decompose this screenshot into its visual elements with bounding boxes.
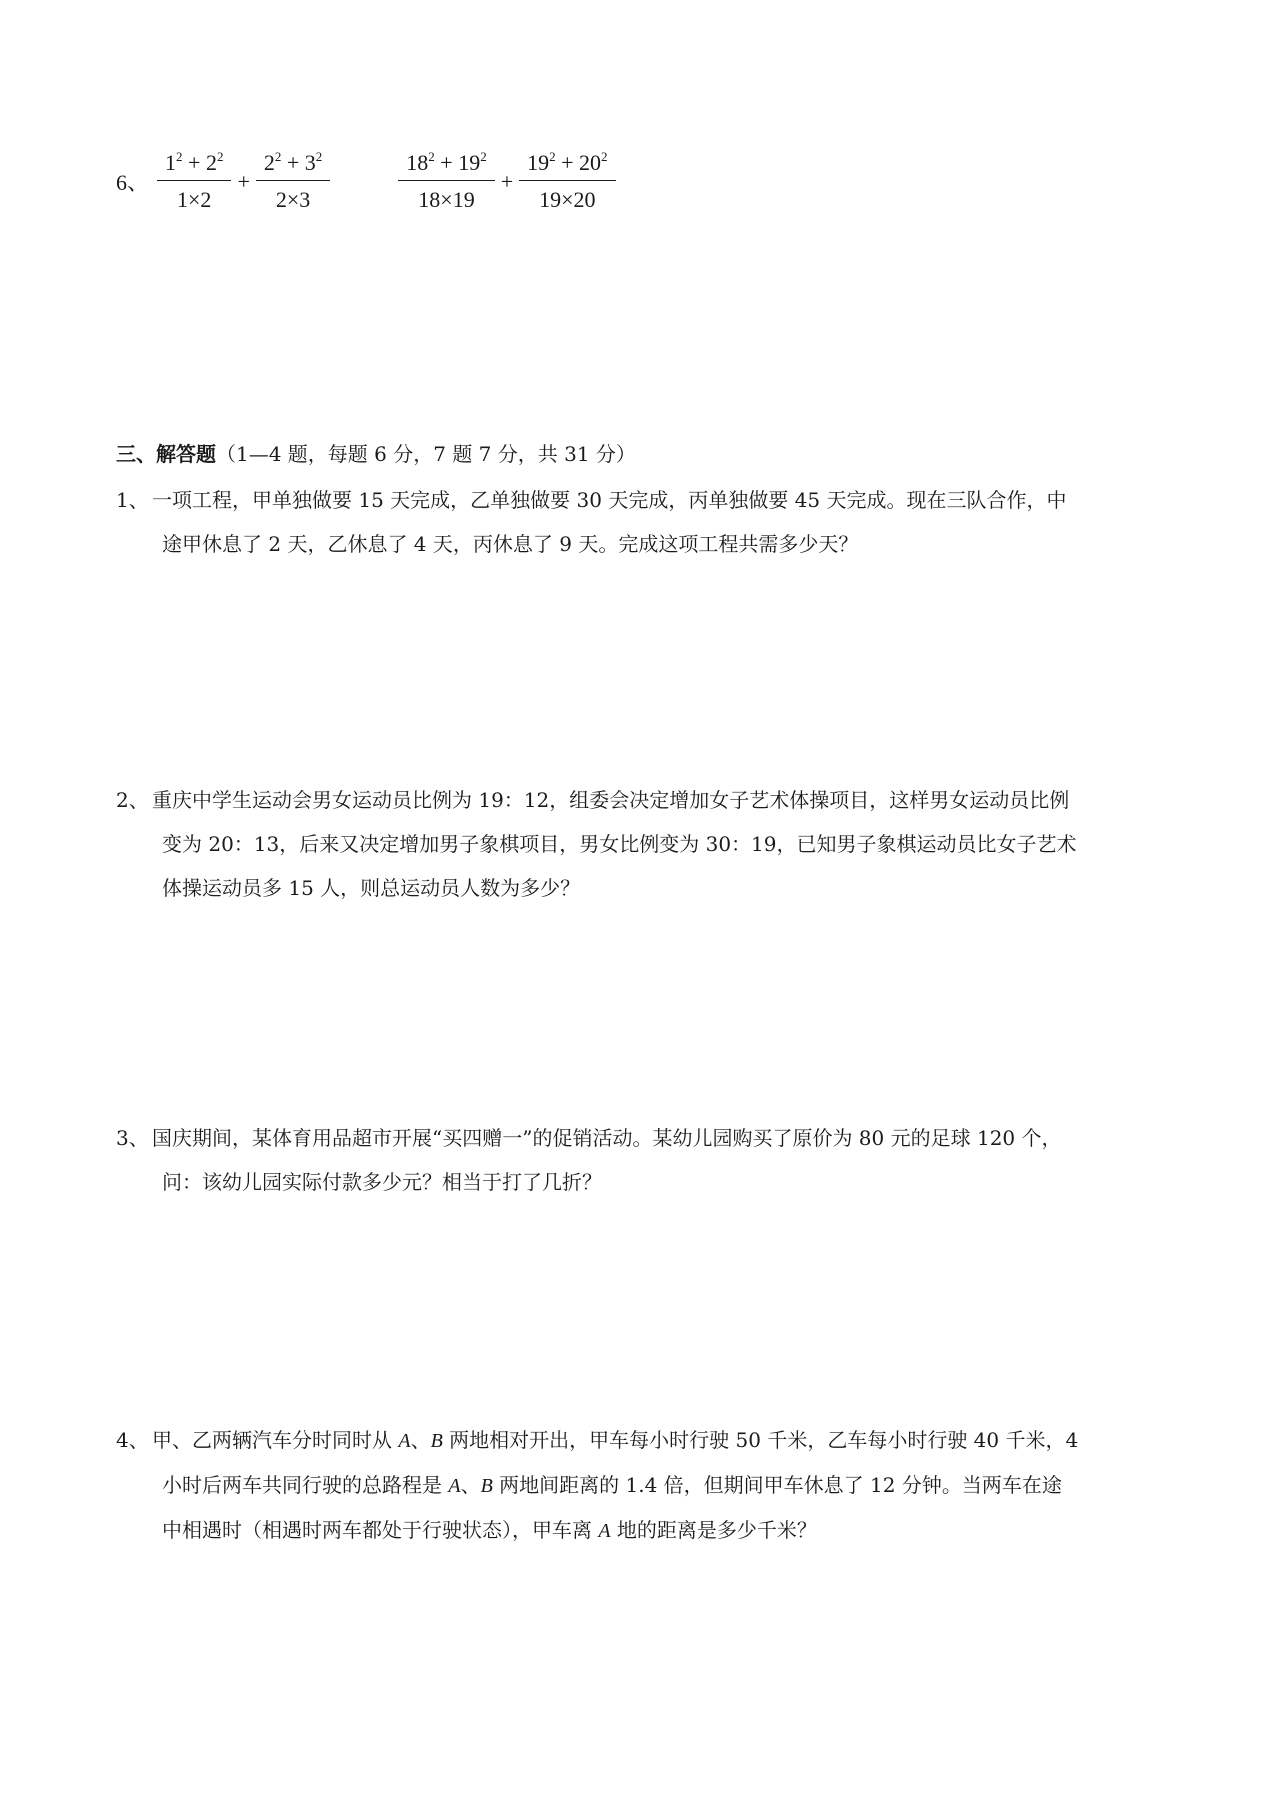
plus-sign: + xyxy=(500,168,514,194)
section-note: （1—4 题，每题 6 分，7 题 7 分，共 31 分） xyxy=(216,442,636,466)
question-3-number: 3、 xyxy=(116,1126,149,1150)
fraction-4 xyxy=(519,150,615,213)
question-4-number: 4、 xyxy=(116,1428,149,1452)
fraction-1-denominator: 1×2 xyxy=(177,187,212,212)
fraction-1-numerator: $1^2 + 2^2$ xyxy=(157,150,231,181)
question-1-number: 1、 xyxy=(116,488,149,512)
question-2-line-3: 体操运动员多 15 人，则总运动员人数为多少？ xyxy=(162,876,581,900)
section-heading xyxy=(116,438,636,467)
question-4-line-2: 小时后两车共同行驶的总路程是 A、B 两地间距离的 1.4 倍，但期间甲车休息了 12 分钟。当两车在途 xyxy=(162,1473,1062,1497)
plus-sign: + xyxy=(237,168,250,194)
fraction-2-numerator: $2^2 + 3^2$ xyxy=(256,150,330,181)
question-2 xyxy=(116,778,1176,910)
question-2-line-2: 变为 20：13，后来又决定增加男子象棋项目，男女比例变为 30：19，已知男子象棋运动员比女子艺术 xyxy=(162,832,1077,856)
fraction-4-numerator: $19^2 + 20^2$ xyxy=(519,150,615,181)
question-1-line-2: 途甲休息了 2 天，乙休息了 4 天，丙休息了 9 天。完成这项工程共需多少天？ xyxy=(162,532,859,556)
question-1-line-1: 1、 一项工程，甲单独做要 15 天完成，乙单独做要 30 天完成，丙单独做要 45 天完成。现在三队合作，中 xyxy=(116,478,1176,522)
fraction-2 xyxy=(256,150,330,213)
question-4-line-3: 中相遇时（相遇时两车都处于行驶状态），甲车离 A 地的距离是多少千米？ xyxy=(162,1518,817,1542)
fraction-3-numerator: $18^2 + 19^2$ xyxy=(398,150,494,181)
problem-6 xyxy=(116,150,620,213)
question-3-line-1: 3、 国庆期间，某体育用品超市开展“买四赠一”的促销活动。某幼儿园购买了原价为 80 元的足球 120 个， xyxy=(116,1116,1176,1160)
question-4-line-1: 4、 甲、乙两辆汽车分时同时从 A、B 两地相对开出，甲车每小时行驶 50 千米，乙车每小时行驶 40 千米，4 xyxy=(116,1418,1176,1463)
question-4 xyxy=(116,1418,1176,1553)
question-3-line-2: 问：该幼儿园实际付款多少元？相当于打了几折？ xyxy=(162,1170,602,1194)
section-title: 三、解答题 xyxy=(116,442,216,466)
fraction-4-denominator: 19×20 xyxy=(539,187,596,212)
question-1 xyxy=(116,478,1176,566)
fraction-2-denominator: 2×3 xyxy=(275,187,311,212)
fraction-3 xyxy=(398,150,494,213)
question-3 xyxy=(116,1116,1176,1204)
fraction-3-denominator: 18×19 xyxy=(418,187,475,212)
question-2-number: 2、 xyxy=(116,788,149,812)
problem-6-number: 6、 xyxy=(116,170,150,195)
fraction-1 xyxy=(157,150,231,213)
question-2-line-1: 2、 重庆中学生运动会男女运动员比例为 19：12，组委会决定增加女子艺术体操项目，这样男女运动员比例 xyxy=(116,778,1176,822)
